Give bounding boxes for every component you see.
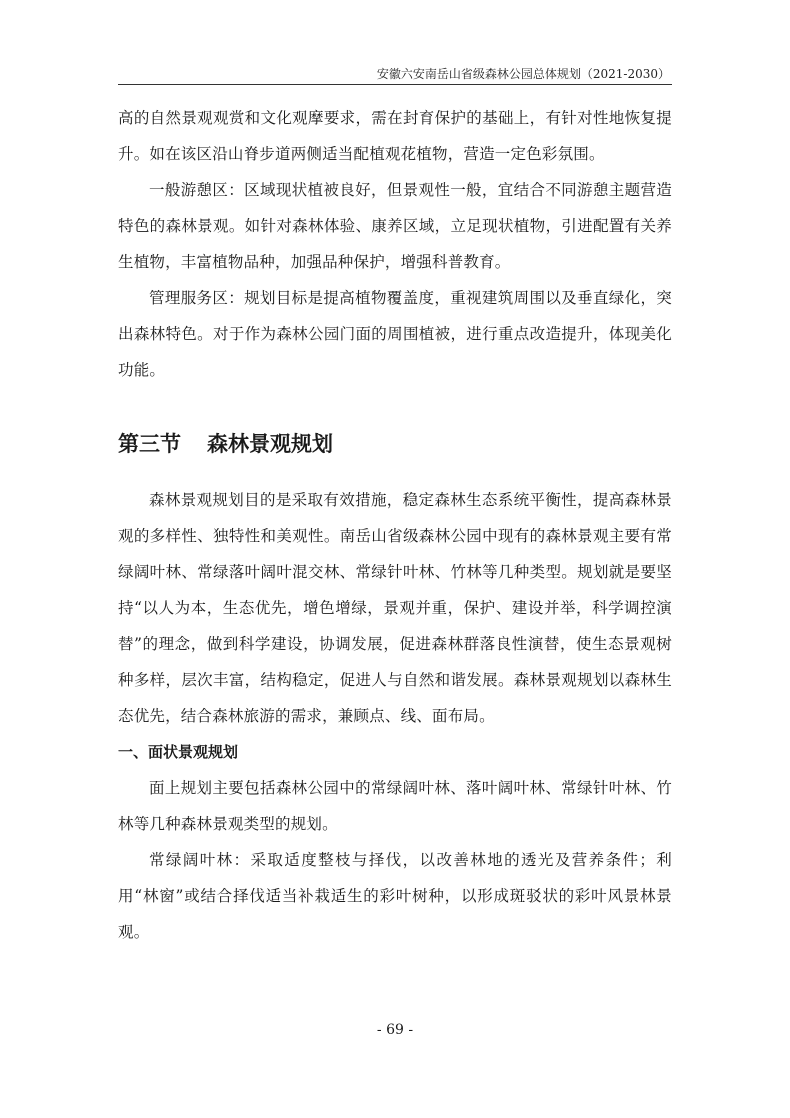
paragraph-continuation: 高的自然景观观赏和文化观摩要求，需在封育保护的基础上，有针对性地恢复提升。如在该区沿山脊步道两侧适当配植观花植物，营造一定色彩氛围。 xyxy=(118,109,672,163)
paragraph-area-planning: 面上规划主要包括森林公园中的常绿阔叶林、落叶阔叶林、常绿针叶林、竹林等几种森林景观类型的规划。 xyxy=(118,779,672,833)
section-title: 森林景观规划 xyxy=(207,432,333,456)
paragraph-section-intro: 森林景观规划目的是采取有效措施，稳定森林生态系统平衡性，提高森林景观的多样性、独特性和美观性。南岳山省级森林公园中现有的森林景观主要有常绿阔叶林、常绿落叶阔叶混交林、常绿针叶林、竹林等几种类型。规划就是要坚持“以人为本，生态优先，增色增绿，景观并重，保护、建设并举，科学调控演替”的理念，做到科学建设，协调发展，促进森林群落良性演替，使生态景观树种多样，层次丰富，结构稳定，促进人与自然和谐发展。森林景观规划以森林生态优先，结合森林旅游的需求，兼顾点、线、面布局。 xyxy=(118,491,672,725)
subsection-heading: 一、面状景观规划 xyxy=(118,743,239,761)
page-content xyxy=(118,100,672,950)
section-number: 第三节 xyxy=(118,432,181,456)
header-divider xyxy=(118,84,672,85)
paragraph-general-recreation-zone: 一般游憩区：区域现状植被良好，但景观性一般，宜结合不同游憩主题营造特色的森林景观。如针对森林体验、康养区域，立足现状植物，引进配置有关养生植物，丰富植物品种，加强品种保护，增强科普教育。 xyxy=(118,181,672,271)
paragraph-evergreen-broadleaf: 常绿阔叶林：采取适度整枝与择伐，以改善林地的透光及营养条件；利用“林窗”或结合择伐适当补栽适生的彩叶树种，以形成斑驳状的彩叶风景林景观。 xyxy=(118,851,672,941)
document-header-title: 安徽六安南岳山省级森林公园总体规划（2021-2030） xyxy=(376,67,670,81)
paragraph-management-service-zone: 管理服务区：规划目标是提高植物覆盖度，重视建筑周围以及垂直绿化，突出森林特色。对于作为森林公园门面的周围植被，进行重点改造提升，体现美化功能。 xyxy=(118,289,672,379)
section-heading xyxy=(118,426,672,462)
page-number: - 69 - xyxy=(376,1022,414,1038)
